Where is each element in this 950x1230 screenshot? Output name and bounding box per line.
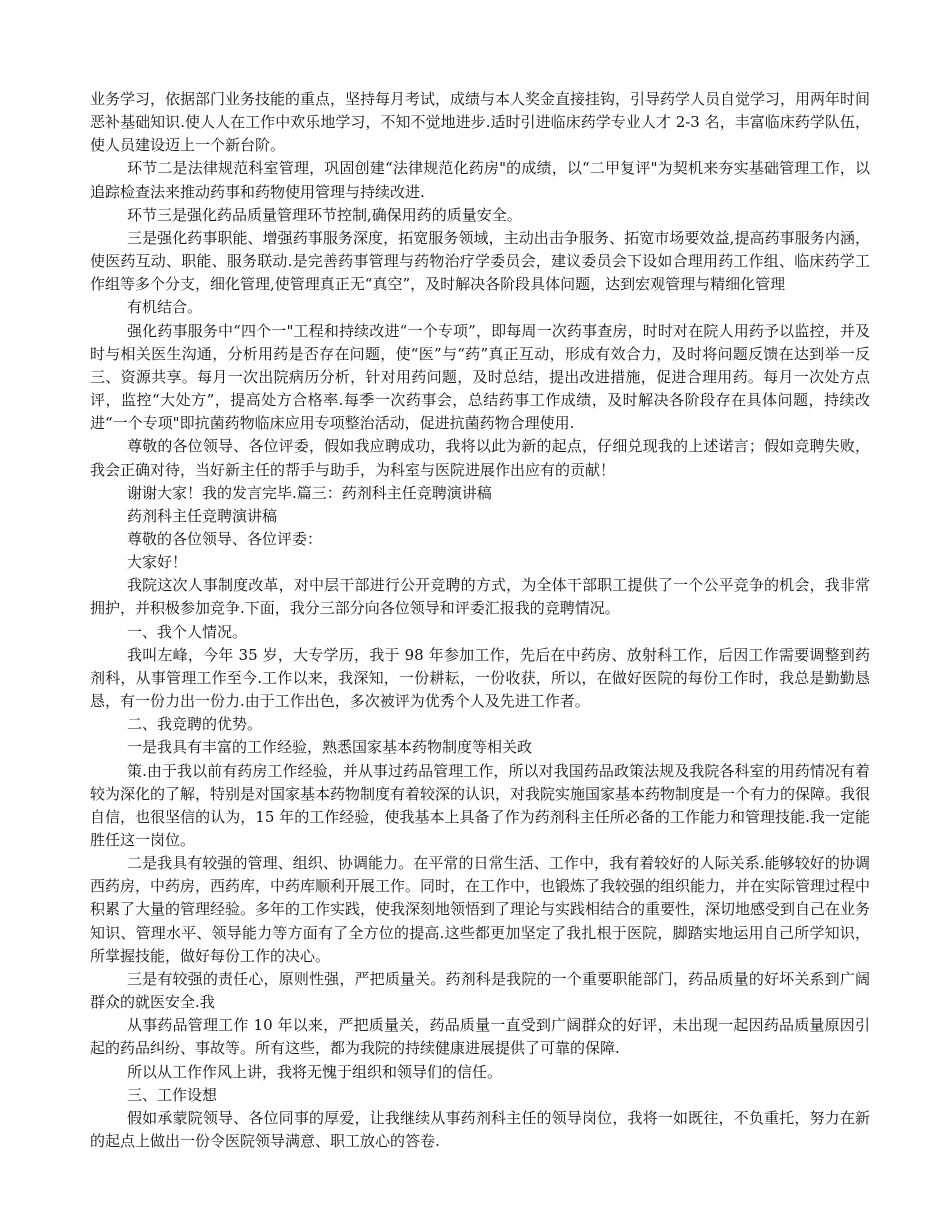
paragraph-16: 一是我具有丰富的工作经验，熟悉国家基本药物制度等相关政 bbox=[127, 738, 533, 757]
paragraph-23: 假如承蒙院领导、各位同事的厚爱，让我继续从事药剂科主任的领导岗位，我将一如既往，不负重托，努力在新的起点上做出一份令医院领导满意、职工放心的答卷. bbox=[90, 1108, 870, 1151]
paragraph-6: 强化药事服务中“四个一"工程和持续改进“一个专项”，即每周一次药事查房，时时对在院人用药予以监控，并及时与相关医生沟通，分析用药是否存在问题，使“医”与“药”真正互动，形成有效合力，及时将问题反馈在达到举一反三、资源共享。每月一次出院病历分析，针对用药问题，及时总结，提出改进措施，促进合理用药。每月一次处方点评，监控“大处方”，提高处方合格率.每季一次药事会，总结药事工作成绩，及时解决各阶段存在具体问题，持续改进“一个专项"即抗菌药物临床应用专项整治活动，促进抗菌药物合理使用. bbox=[90, 321, 870, 433]
paragraph-9: 药剂科主任竞聘演讲稿 bbox=[127, 506, 278, 525]
paragraph-13: 一、我个人情况。 bbox=[127, 622, 248, 641]
paragraph-7: 尊敬的各位领导、各位评委，假如我应聘成功，我将以此为新的起点，仔细兑现我的上述诺言；假如竞聘失败，我会正确对待，当好新主任的帮手与助手，为科室与医院进展作出应有的贡献！ bbox=[90, 437, 870, 479]
paragraph-3: 环节三是强化药品质量管理环节控制,确保用药的质量安全。 bbox=[127, 205, 522, 224]
document-body bbox=[90, 88, 870, 1153]
paragraph-5: 有机结合。 bbox=[127, 298, 203, 317]
paragraph-21: 所以从工作作风上讲，我将无愧于组织和领导们的信任。 bbox=[127, 1062, 503, 1081]
paragraph-17: 策.由于我以前有药房工作经验，并从事过药品管理工作，所以对我国药品政策法规及我院各科室的用药情况有着较为深化的了解，特别是对国家基本药物制度有着较深的认识，对我院实施国家基本药物制度是一个有力的保障。我很自信，也很坚信的认为，15 年的工作经验，使我基本上具备了作为药剂科主任所必备的工作能力和管理技能.我一定能胜任这一岗位。 bbox=[90, 761, 871, 849]
paragraph-8: 谢谢大家！我的发言完毕.篇三：药剂科主任竞聘演讲稿 bbox=[127, 483, 492, 502]
paragraph-22: 三、工作设想 bbox=[127, 1085, 218, 1104]
paragraph-4: 三是强化药事职能、增强药事服务深度，拓宽服务领域，主动出击争服务、拓宽市场要效益,提高药事服务内涵，使医药互动、职能、服务联动.是完善药事管理与药物治疗学委员会，建议委员会下设如合理用药工作组、临床药学工作组等多个分支，细化管理,使管理真正无“真空”，及时解决各阶段具体问题，达到宏观管理与精细化管理 bbox=[90, 228, 870, 294]
paragraph-14: 我叫左峰，今年 35 岁，大专学历，我于 98 年参加工作，先后在中药房、放射科工作，后因工作需要调整到药剂科，从事管理工作至今.工作以来，我深知，一份耕耘，一份收获，所以，在做好医院的每份工作时，我总是勤勤恳恳，有一份力出一份力.由于工作出色，多次被评为优秀个人及先进工作者。 bbox=[90, 645, 870, 711]
paragraph-2: 环节二是法律规范科室管理，巩固创建“法律规范化药房"的成绩，以“二甲复评"为契机来夯实基础管理工作，以追踪检查法来推动药事和药物使用管理与持续改进. bbox=[90, 159, 870, 201]
paragraph-19: 三是有较强的责任心，原则性强，严把质量关。药剂科是我院的一个重要职能部门，药品质量的好坏关系到广阔群众的就医安全.我 bbox=[90, 969, 870, 1012]
paragraph-11: 大家好！ bbox=[127, 553, 188, 572]
paragraph-18: 二是我具有较强的管理、组织、协调能力。在平常的日常生活、工作中，我有着较好的人际关系.能够较好的协调西药房，中药房，西药库，中药库顺利开展工作。同时，在工作中，也锻炼了我较强的组织能力，并在实际管理过程中积累了大量的管理经验。多年的工作实践，使我深刻地领悟到了理论与实践相结合的重要性，深切地感受到自己在业务知识、管理水平、领导能力等方面有了全方位的提高.这些都更加坚定了我扎根于医院，脚踏实地运用自己所学知识，所掌握技能，做好每份工作的决心。 bbox=[90, 854, 871, 965]
paragraph-10: 尊敬的各位领导、各位评委： bbox=[127, 529, 323, 548]
paragraph-20: 从事药品管理工作 10 年以来，严把质量关，药品质量一直受到广阔群众的好评，未出现一起因药品质量原因引起的药品纠纷、事故等。所有这些，都为我院的持续健康进展提供了可靠的保障. bbox=[90, 1016, 870, 1058]
paragraph-1: 业务学习，依据部门业务技能的重点，坚持每月考试，成绩与本人奖金直接挂钩，引导药学人员自觉学习，用两年时间恶补基础知识.使人人在工作中欢乐地学习，不知不觉地进步.适时引进临床药学专业人才 2-3 名，丰富临床药学队伍，使人员建设迈上一个新台阶。 bbox=[90, 90, 871, 155]
paragraph-12: 我院这次人事制度改革，对中层干部进行公开竞聘的方式，为全体干部职工提供了一个公平竞争的机会，我非常拥护，并积极参加竞争.下面，我分三部分向各位领导和评委汇报我的竞聘情况。 bbox=[90, 576, 870, 618]
paragraph-15: 二、我竞聘的优势。 bbox=[127, 715, 263, 734]
